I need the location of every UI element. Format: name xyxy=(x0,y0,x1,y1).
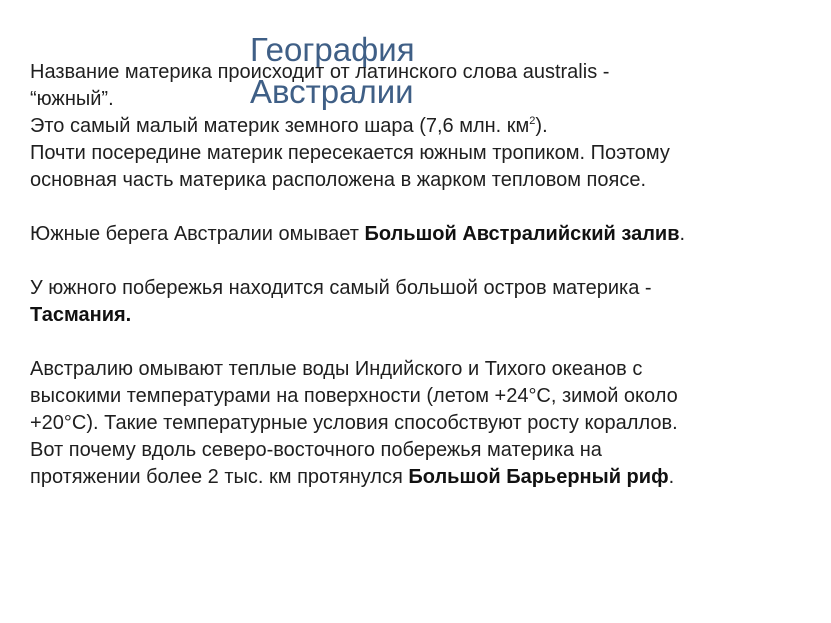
text-line-end: ). xyxy=(535,115,548,137)
text-line: +20°С). Такие температурные условия способствуют росту кораллов. xyxy=(30,412,678,434)
text-line: Почти посередине материк пересекается южным тропиком. Поэтому xyxy=(30,142,670,164)
slide-body-text xyxy=(30,59,810,491)
paragraph-spacer xyxy=(30,194,810,221)
paragraph-spacer xyxy=(30,248,810,275)
text-line-end: . xyxy=(668,466,675,488)
text-line: протяжении более 2 тыс. км протянулся xyxy=(30,466,409,488)
paragraph-spacer xyxy=(30,329,810,356)
bold-tasmania: Тасмания. xyxy=(30,304,132,326)
superscript-2: 2 xyxy=(529,115,536,127)
text-line-end: . xyxy=(679,223,686,245)
bold-great-australian-bight: Большой Австралийский залив xyxy=(364,223,680,245)
text-line: У южного побережья находится самый большой остров материка - xyxy=(30,277,652,299)
text-line: Это самый малый материк земного шара (7,6 млн. км xyxy=(30,115,530,137)
paragraph-name-origin xyxy=(30,59,810,113)
paragraph-smallest-continent xyxy=(30,113,810,140)
text-line: высокими температурами на поверхности (летом +24°С, зимой около xyxy=(30,385,678,407)
text-line: Название материка происходит от латинского слова australis - xyxy=(30,61,610,83)
title-line-2: Австралии xyxy=(250,73,414,110)
text-line: “южный”. xyxy=(30,88,114,110)
text-line: Вот почему вдоль северо-восточного побережья материка на xyxy=(30,439,602,461)
paragraph-southern-coast xyxy=(30,221,810,248)
text-line: Южные берега Австралии омывает xyxy=(30,223,365,245)
paragraph-oceans-reef xyxy=(30,356,810,491)
bold-great-barrier-reef: Большой Барьерный риф xyxy=(408,466,669,488)
paragraph-tasmania xyxy=(30,275,810,329)
title-line-1: География xyxy=(250,31,415,68)
paragraph-tropic xyxy=(30,140,810,194)
text-line: основная часть материка расположена в жарком тепловом поясе. xyxy=(30,169,646,191)
text-line: Австралию омывают теплые воды Индийского и Тихого океанов с xyxy=(30,358,643,380)
